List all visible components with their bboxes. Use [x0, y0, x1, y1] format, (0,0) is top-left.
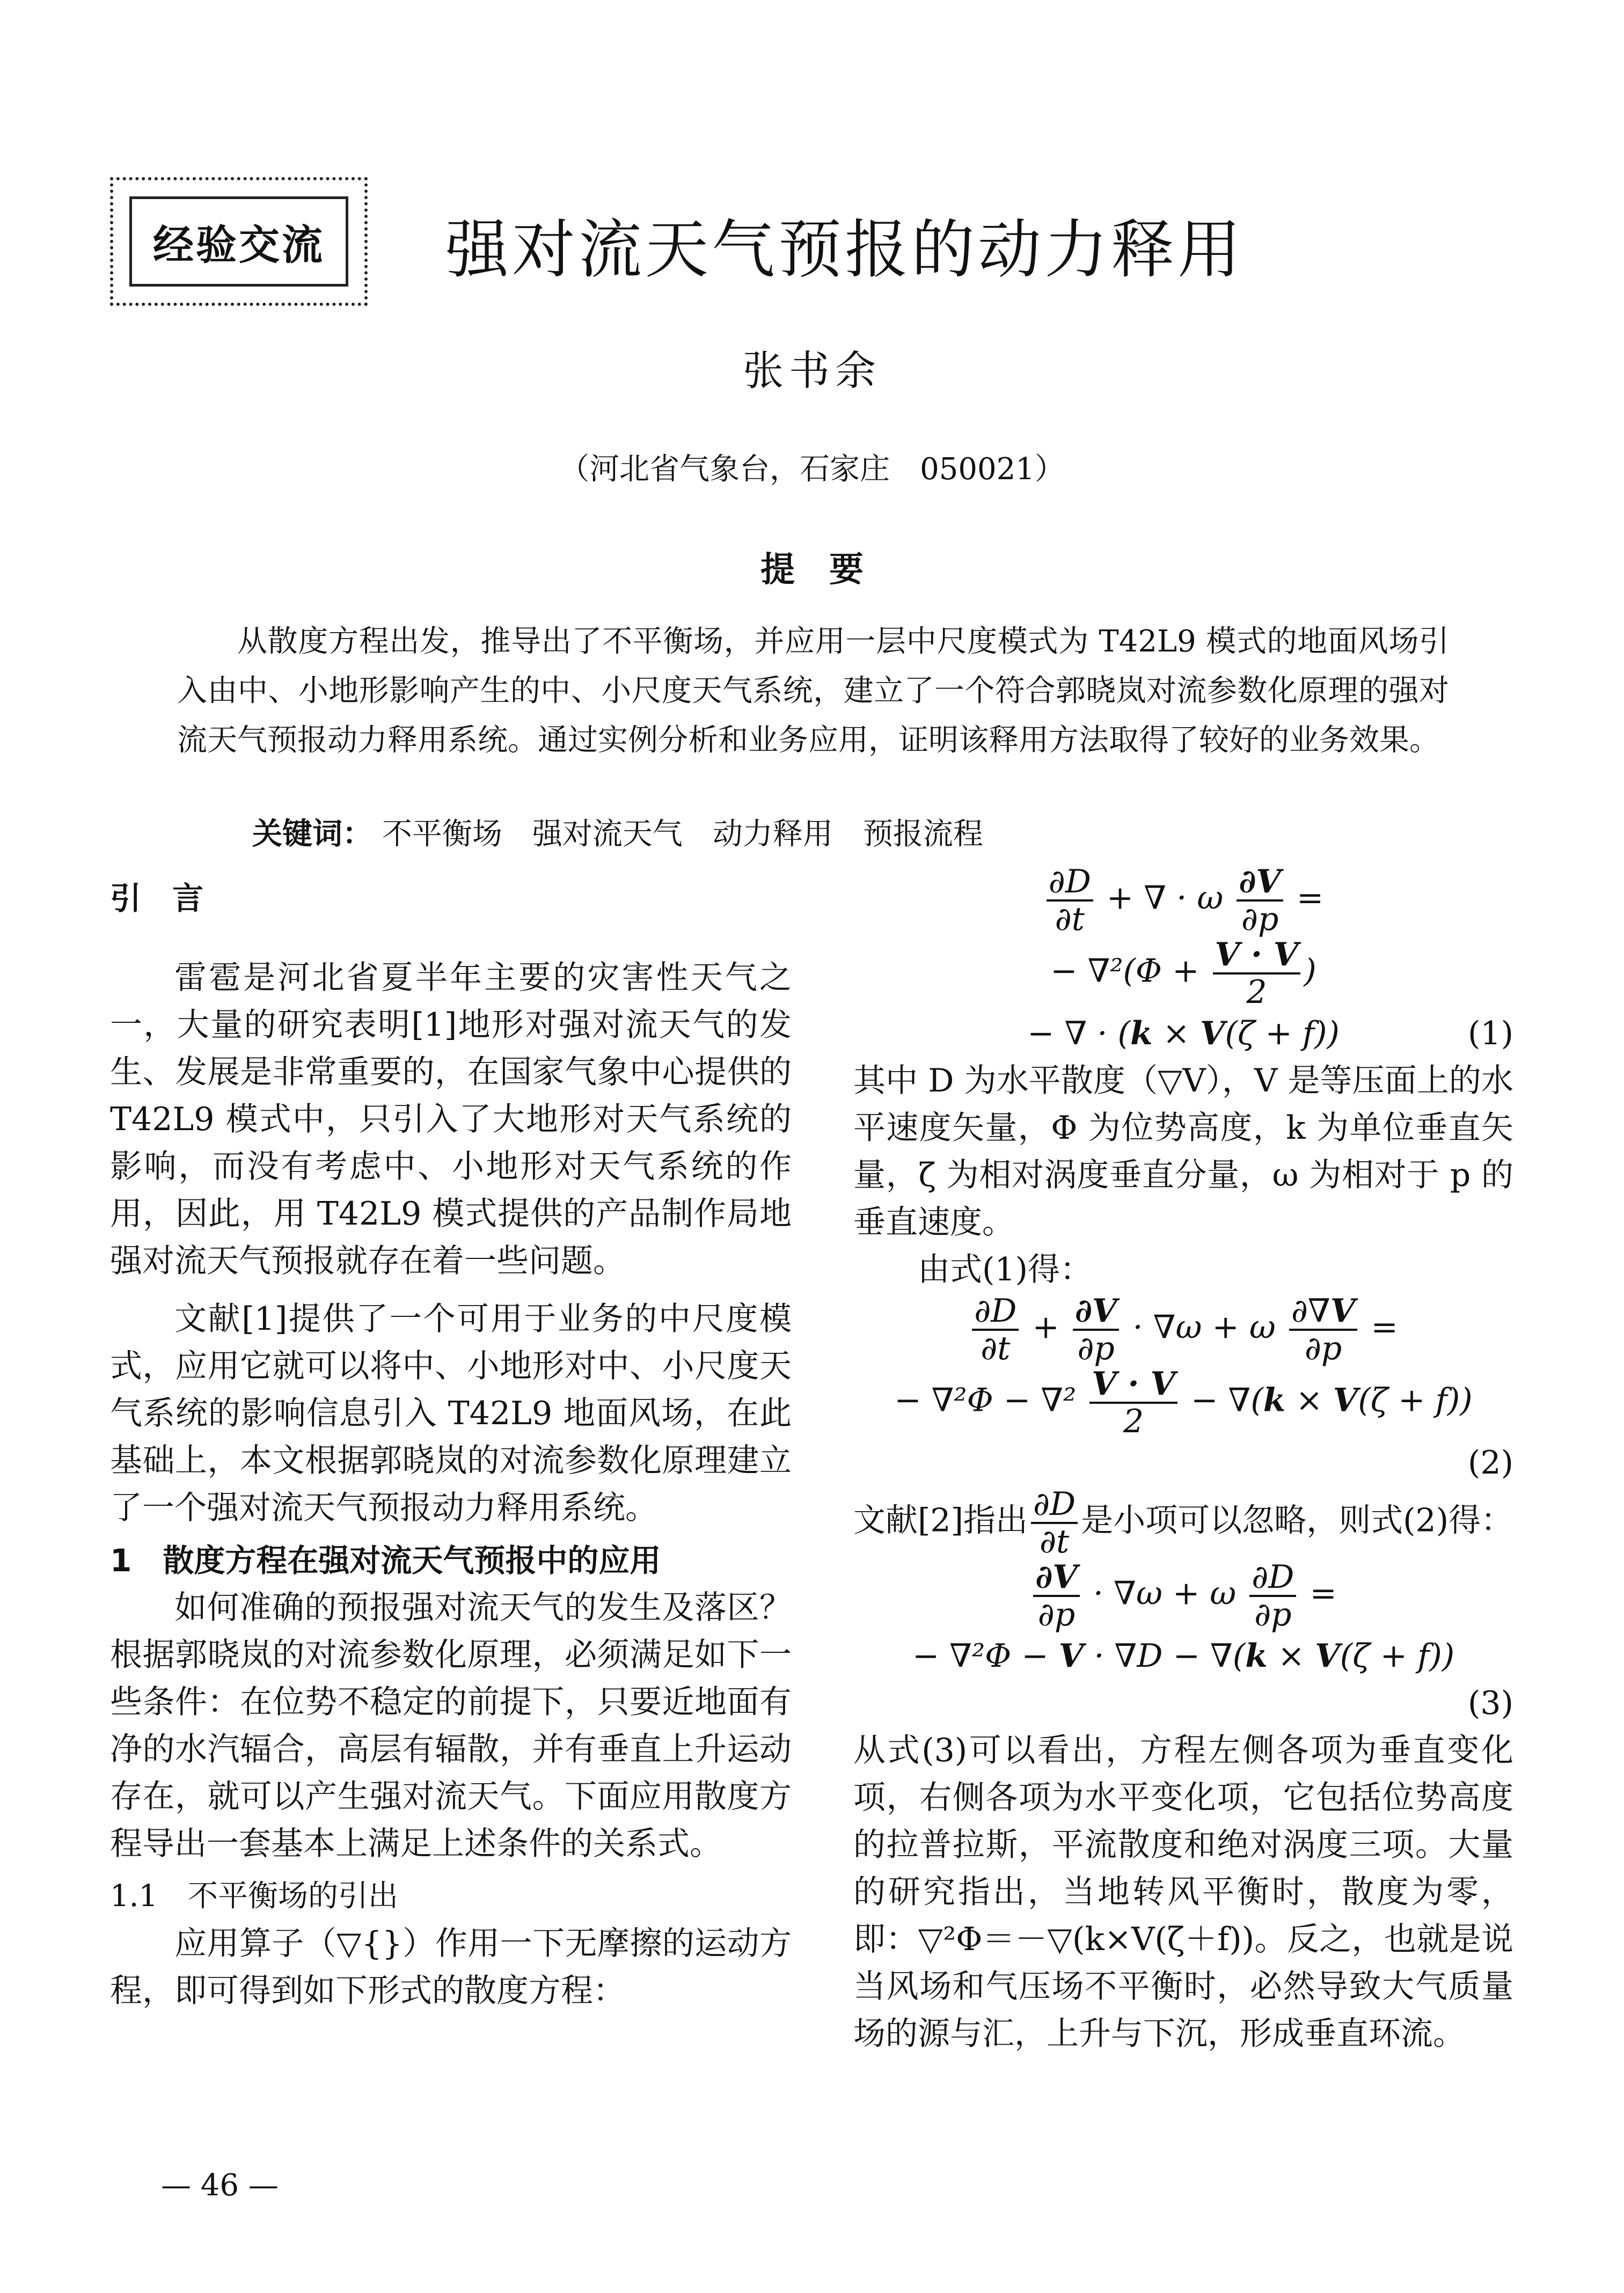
page-number: — 46 — — [161, 2168, 279, 2203]
right-paragraph-1: 其中 D 为水平散度（▽V），V 是等压面上的水平速度矢量，Φ 为位势高度，k 为单位垂直矢量，ζ 为相对涡度垂直分量，ω 为相对于 p 的垂直速度。 — [853, 1062, 1513, 1241]
equation-1-number: (1) — [1468, 1015, 1513, 1052]
section-1-paragraph: 如何准确的预报强对流天气的发生及落区？根据郭晓岚的对流参数化原理，必须满足如下一些条件：在位势不稳定的前提下，只要近地面有净的水汽辐合，高层有辐散，并有垂直上升运动存在，就可以产生强对流天气。下面应用散度方程导出一套基本上满足上述条件的关系式。 — [110, 1589, 792, 1863]
right-paragraph-4: 从式(3)可以看出，方程左侧各项为垂直变化项，右侧各项为水平变化项，它包括位势高度的拉普拉斯，平流散度和绝对涡度三项。大量的研究指出，当地转风平衡时，散度为零，即：▽²Φ＝－▽(k×V(ζ＋f))。反之，也就是说当风场和气压场不平衡时，必然导致大气质量场的源与汇，上升与下沉，形成垂直环流。 — [853, 1732, 1513, 2053]
intro-paragraph-1: 雷雹是河北省夏半年主要的灾害性天气之一，大量的研究表明[1]地形对强对流天气的发生、发展是非常重要的，在国家气象中心提供的 T42L9 模式中，只引入了大地形对天气系统的影响，而没有考虑中、小地形对天气系统的作用，因此，用 T42L9 模式提供的产品制作局地强对流天气预报就存在着一些问题。 — [110, 959, 792, 1280]
equation-3: $\frac{\partial V}{\partial p}$ · ∇ω + ω $\frac{\partial D}{\partial p}$ = − ∇²Φ − V · ∇D − ∇(k × V(ζ + f)) (3) — [853, 1559, 1513, 1727]
section-1-1-heading: 1.1 不平衡场的引出 — [110, 1879, 399, 1914]
keywords-line — [252, 810, 983, 853]
section-1-heading: 1 散度方程在强对流天气预报中的应用 — [110, 1542, 661, 1579]
section-1-1-paragraph: 应用算子（▽{}）作用一下无摩擦的运动方程，即可得到如下形式的散度方程： — [110, 1925, 792, 2010]
section-badge — [110, 177, 368, 306]
equation-1: $\frac{\partial D}{\partial t}$ + ∇ · ω $\frac{\partial V}{\partial p}$ = − ∇²(Φ + $\frac{V \cdot V}{2}$ ) − ∇ · (k × V(ζ + f)) (1) — [853, 864, 1513, 1057]
abstract-text: 从散度方程出发，推导出了不平衡场，并应用一层中尺度模式为 T42L9 模式的地面风场引入由中、小地形影响产生的中、小尺度天气系统，建立了一个符合郭晓岚对流参数化原理的强对流天气预报动力释用系统。通过实例分析和业务应用，证明该释用方法取得了较好的业务效果。 — [177, 624, 1449, 758]
abstract-heading: 提 要 — [760, 550, 864, 590]
page-title: 强对流天气预报的动力释用 — [445, 213, 1245, 287]
left-column — [110, 875, 792, 2014]
author: 张书余 — [743, 347, 881, 394]
right-paragraph-2: 由式(1)得： — [918, 1251, 1092, 1288]
keywords-label: 关键词： — [252, 817, 372, 852]
right-paragraph-3-end: 是小项可以忽略，则式(2)得： — [1081, 1501, 1513, 1540]
badge-label: 经验交流 — [153, 221, 325, 269]
right-paragraph-3: 文献[2]指出 $\frac{\partial D}{\partial t}$ 是小项可以忽略，则式(2)得： — [853, 1485, 1513, 1561]
keywords: 不平衡场 强对流天气 动力释用 预报流程 — [382, 817, 983, 852]
equation-2-number: (2) — [1468, 1444, 1513, 1482]
right-paragraph-3-start: 文献[2]指出 — [853, 1501, 1028, 1540]
intro-paragraph-2: 文献[1]提供了一个可用于业务的中尺度模式，应用它就可以将中、小地形对中、小尺度天气系统的影响信息引入 T42L9 地面风场，在此基础上，本文根据郭晓岚的对流参数化原理建立了一个强对流天气预报动力释用系统。 — [110, 1300, 792, 1527]
affiliation: （河北省气象台，石家庄 050021） — [559, 452, 1065, 487]
intro-heading: 引 言 — [110, 880, 204, 917]
equation-2: $\frac{\partial D}{\partial t}$ + $\frac{\partial V}{\partial p}$ · ∇ω + ω $\frac{\partial\nabla V}{\partial p}$ = − ∇²Φ − ∇² $\frac{V \cdot V}{2}$ − ∇(k × V(ζ + f)) (2) — [853, 1293, 1513, 1486]
right-column — [853, 864, 1513, 2057]
equation-3-number: (3) — [1468, 1684, 1513, 1722]
